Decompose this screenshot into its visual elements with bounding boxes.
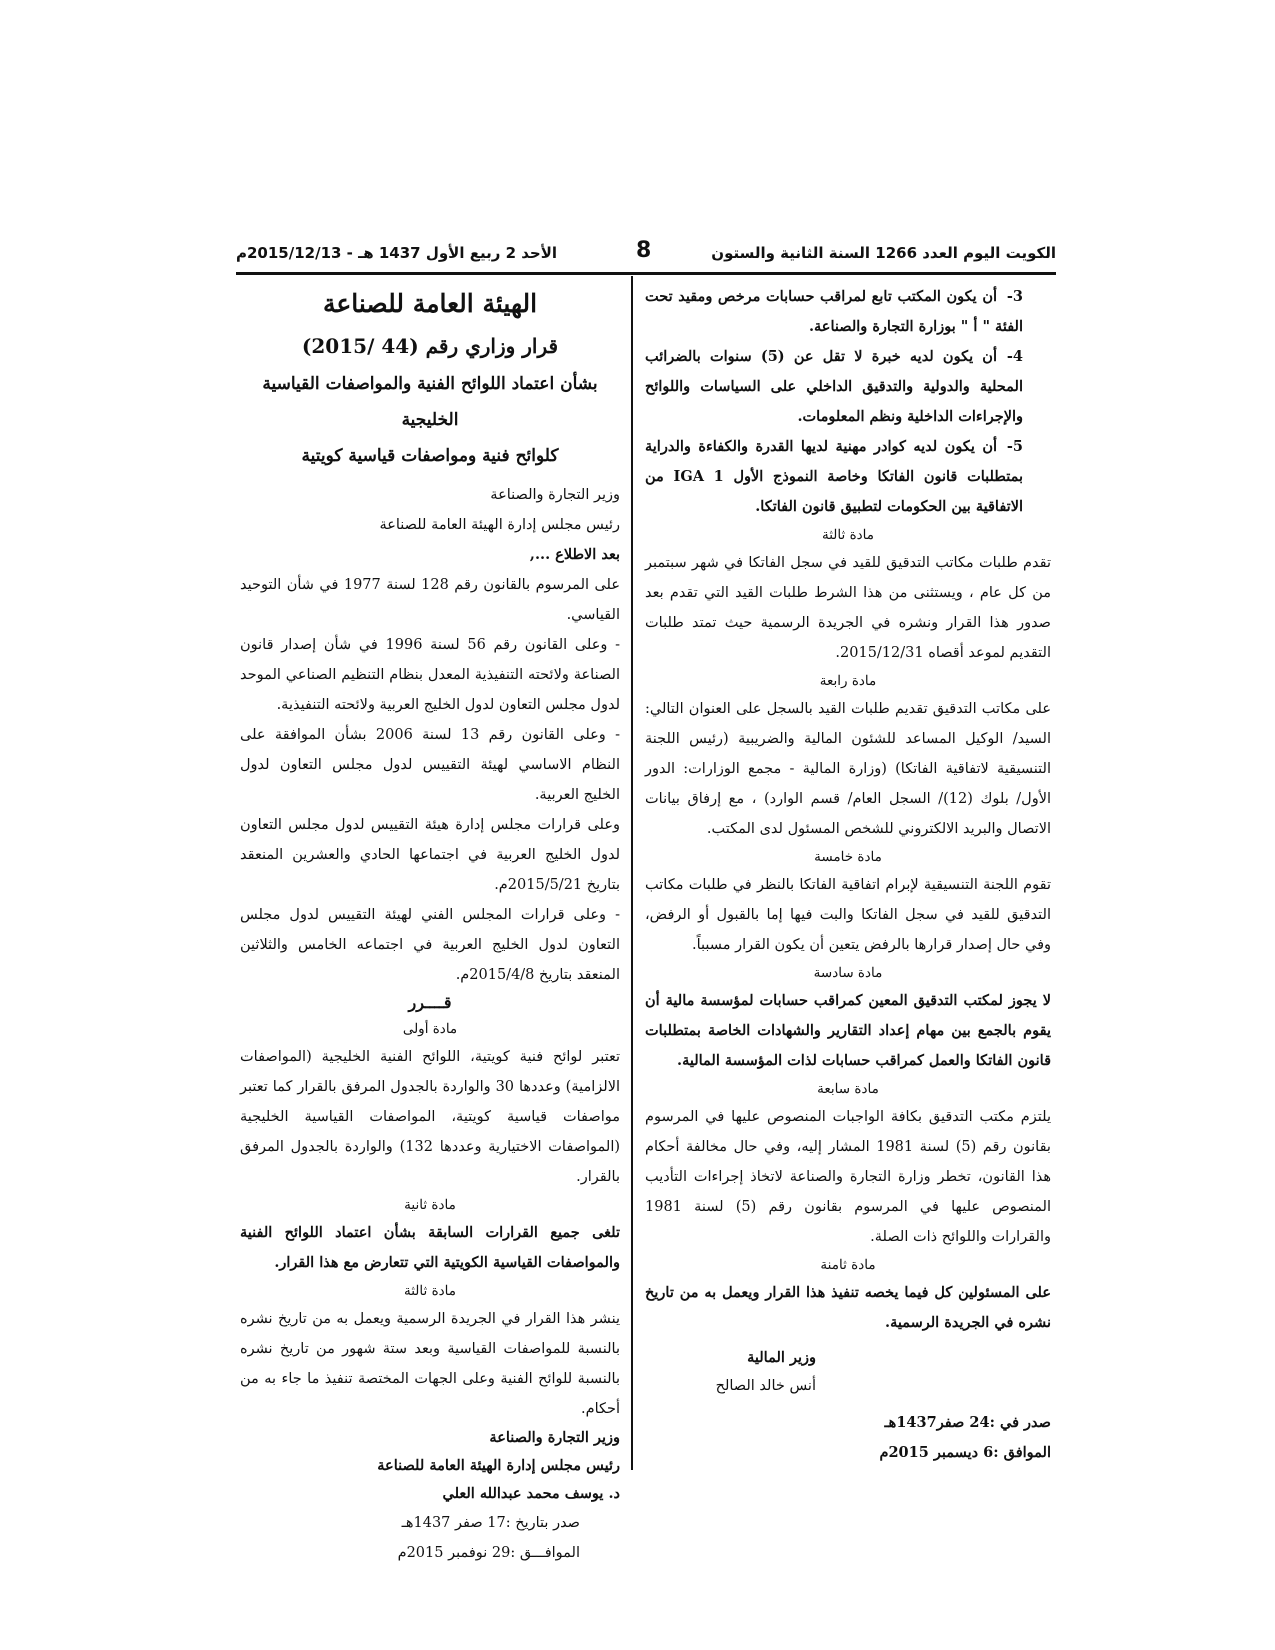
decree-title: قرار وزاري رقم (44 /2015) (301, 334, 559, 358)
intro-line: وزير التجارة والصناعة (490, 487, 620, 503)
signatory-name: د. يوسف محمد عبدالله العلي (442, 1485, 620, 1502)
signature-block (645, 1344, 1051, 1400)
intro-line: بعد الاطلاع ..., (529, 546, 620, 563)
list-item (645, 432, 1051, 522)
article-body: على مكاتب التدقيق تقديم طلبات القيد بالسجل على العنوان التالي: السيد/ الوكيل المساعد للشئون المالية والضريبية (رئيس اللجنة التنسيقية لاتفاقية الفاتكا) (وزارة المالية - مجمع الوزارات: الدور الأول/ بلوك (12)/ السجل العام/ قسم الوارد) ، مع إرفاق بيانات الاتصال والبريد الالكتروني للشخص المسئول لدى المكتب. (645, 701, 1052, 837)
list-item (645, 282, 1051, 342)
signatory-title: وزير المالية (747, 1349, 816, 1366)
article-heading: مادة سادسة (813, 965, 883, 981)
article-body: يلتزم مكتب التدقيق بكافة الواجبات المنصوص عليها في المرسوم بقانون رقم (5) لسنة 1981 المشار إليه، وفي حال مخالفة أحكام هذا القانون، تخطر وزارة التجارة والصناعة لاتخاذ إجراءات التأديب المنصوص عليها في المرسوم بقانون رقم (5) لسنة 1981 والقرارات واللوائح ذات الصلة. (645, 1109, 1051, 1245)
right-column (645, 282, 1051, 1468)
header-date: الأحد 2 ربيع الأول 1437 هـ - 2015/12/13م (236, 244, 558, 262)
decree-subject: كلوائح فنية ومواصفات قياسية كويتية (301, 446, 559, 466)
article-heading: مادة ثانية (404, 1197, 456, 1213)
list-item-text: أن يكون المكتب تابع لمراقب حسابات مرخص ومقيد تحت الفئة " أ " بوزارة التجارة والصناعة. (645, 288, 1023, 335)
recital: وعلى قرارات مجلس إدارة هيئة التقييس لدول مجلس التعاون لدول الخليج العربية في اجتماعها الحادي والعشرين المنعقد بتاريخ 2015/5/21م. (240, 817, 620, 893)
recital: - وعلى قرارات المجلس الفني لهيئة التقييس لدول مجلس التعاون لدول الخليج العربية في اجتماعه الخامس والثلاثين المنعقد بتاريخ 2015/4/8م. (240, 907, 620, 983)
article-body: تقوم اللجنة التنسيقية لإبرام اتفاقية الفاتكا بالنظر في طلبات مكاتب التدقيق للقيد في سجل الفاتكا والبت فيها إما بالقبول أو الرفض، وفي حال إصدار قرارها بالرفض يتعين أن يكون القرار مسبباً. (645, 877, 1051, 953)
issued-date: صدر بتاريخ :17 صفر 1437هـ (401, 1515, 580, 1531)
article-heading: مادة ثالثة (403, 1283, 457, 1299)
page-header (236, 238, 1056, 268)
header-issue: الكويت اليوم العدد 1266 السنة الثانية والستون (711, 244, 1056, 262)
article-body: تعتبر لوائح فنية كويتية، اللوائح الفنية الخليجية (المواصفات الالزامية) وعددها 30 والواردة بالجدول المرفق بالقرار كما تعتبر مواصفات قياسية كويتية، المواصفات القياسية الخليجية (المواصفات الاختيارية وعددها 132) والواردة بالجدول المرفق بالقرار. (240, 1049, 621, 1185)
signature-block (240, 1424, 620, 1508)
article-heading: مادة رابعة (819, 673, 877, 689)
article-body: لا يجوز لمكتب التدقيق المعين كمراقب حسابات لمؤسسة مالية أن يقوم بالجمع بين مهام إعداد التقارير والشهادات الخاصة بمتطلبات قانون الفاتكا والعمل كمراقب حسابات لذات المؤسسة المالية. (645, 992, 1051, 1069)
page-number: 8 (636, 238, 652, 263)
column-divider (631, 276, 633, 1470)
corresponding-date: الموافق :6 ديسمبر 2015م (879, 1444, 1051, 1461)
list-item-number: 5- (1006, 438, 1023, 455)
recital: على المرسوم بالقانون رقم 128 لسنة 1977 في شأن التوحيد القياسي. (240, 577, 620, 623)
list-item (645, 342, 1051, 432)
issue-dates (645, 1408, 1051, 1468)
article-heading: مادة سابعة (817, 1081, 879, 1097)
article-heading: مادة أولى (402, 1021, 458, 1037)
recital: - وعلى القانون رقم 13 لسنة 2006 بشأن الموافقة على النظام الاساسي لهيئة التقييس لدول مجلس التعاون لدول الخليج العربية. (240, 727, 620, 803)
header-rule (236, 272, 1056, 275)
article-heading: مادة ثامنة (820, 1257, 876, 1273)
article-body: على المسئولين كل فيما يخصه تنفيذ هذا القرار ويعمل به من تاريخ نشره في الجريدة الرسمية. (645, 1284, 1051, 1331)
issued-date: صدر في :24 صفر1437هـ (884, 1414, 1051, 1431)
list-item-text: أن يكون لديه كوادر مهنية لديها القدرة والكفاءة والدراية بمتطلبات قانون الفاتكا وخاصة النموذج الأول IGA 1 من الاتفاقية بين الحكومات لتطبيق قانون الفاتكا. (645, 438, 1023, 515)
article-body: تلغى جميع القرارات السابقة بشأن اعتماد اللوائح الفنية والمواصفات القياسية الكويتية التي تتعارض مع هذا القرار. (240, 1224, 620, 1271)
list-item-text: أن يكون لديه خبرة لا تقل عن (5) سنوات بالضرائب المحلية والدولية والتدقيق الداخلي على السياسات واللوائح والإجراءات الداخلية ونظم المعلومات. (645, 348, 1023, 425)
corresponding-date: الموافـــق :29 نوفمبر 2015م (397, 1545, 580, 1561)
signatory-title: وزير التجارة والصناعة (489, 1429, 620, 1446)
article-body: ينشر هذا القرار في الجريدة الرسمية ويعمل به من تاريخ نشره بالنسبة للمواصفات القياسية وبعد ستة شهور من تاريخ نشره بالنسبة للوائح الفنية وعلى الجهات المختصة تنفيذ ما جاء به من أحكام. (240, 1311, 620, 1417)
article-heading: مادة خامسة (814, 849, 882, 865)
decree-subject: بشأن اعتماد اللوائح الفنية والمواصفات القياسية الخليجية (262, 374, 598, 430)
list-item-number: 3- (1006, 288, 1023, 305)
article-heading: مادة ثالثة (821, 527, 875, 543)
recital: - وعلى القانون رقم 56 لسنة 1996 في شأن إصدار قانون الصناعة ولائحته التنفيذية المعدل بنظام التنظيم الصناعي الموحد لدول مجلس التعاون لدول الخليج العربية ولائحته التنفيذية. (240, 637, 620, 713)
list-item-number: 4- (1006, 348, 1023, 365)
signatory-name: أنس خالد الصالح (715, 1378, 816, 1394)
signatory-title: رئيس مجلس إدارة الهيئة العامة للصناعة (377, 1457, 620, 1474)
left-column (240, 282, 620, 1568)
intro-line: رئيس مجلس إدارة الهيئة العامة للصناعة (379, 517, 620, 533)
issue-dates (240, 1508, 620, 1568)
authority-title: الهيئة العامة للصناعة (322, 289, 538, 318)
decided-heading: قــــرر (408, 993, 452, 1012)
article-body: تقدم طلبات مكاتب التدقيق للقيد في سجل الفاتكا في شهر سبتمبر من كل عام ، ويستثنى من هذا الشرط طلبات القيد التي تقدم بعد صدور هذا القرار ونشره في الجريدة الرسمية حيث تمتد طلبات التقديم لموعد أقصاه 2015/12/31. (645, 555, 1051, 661)
